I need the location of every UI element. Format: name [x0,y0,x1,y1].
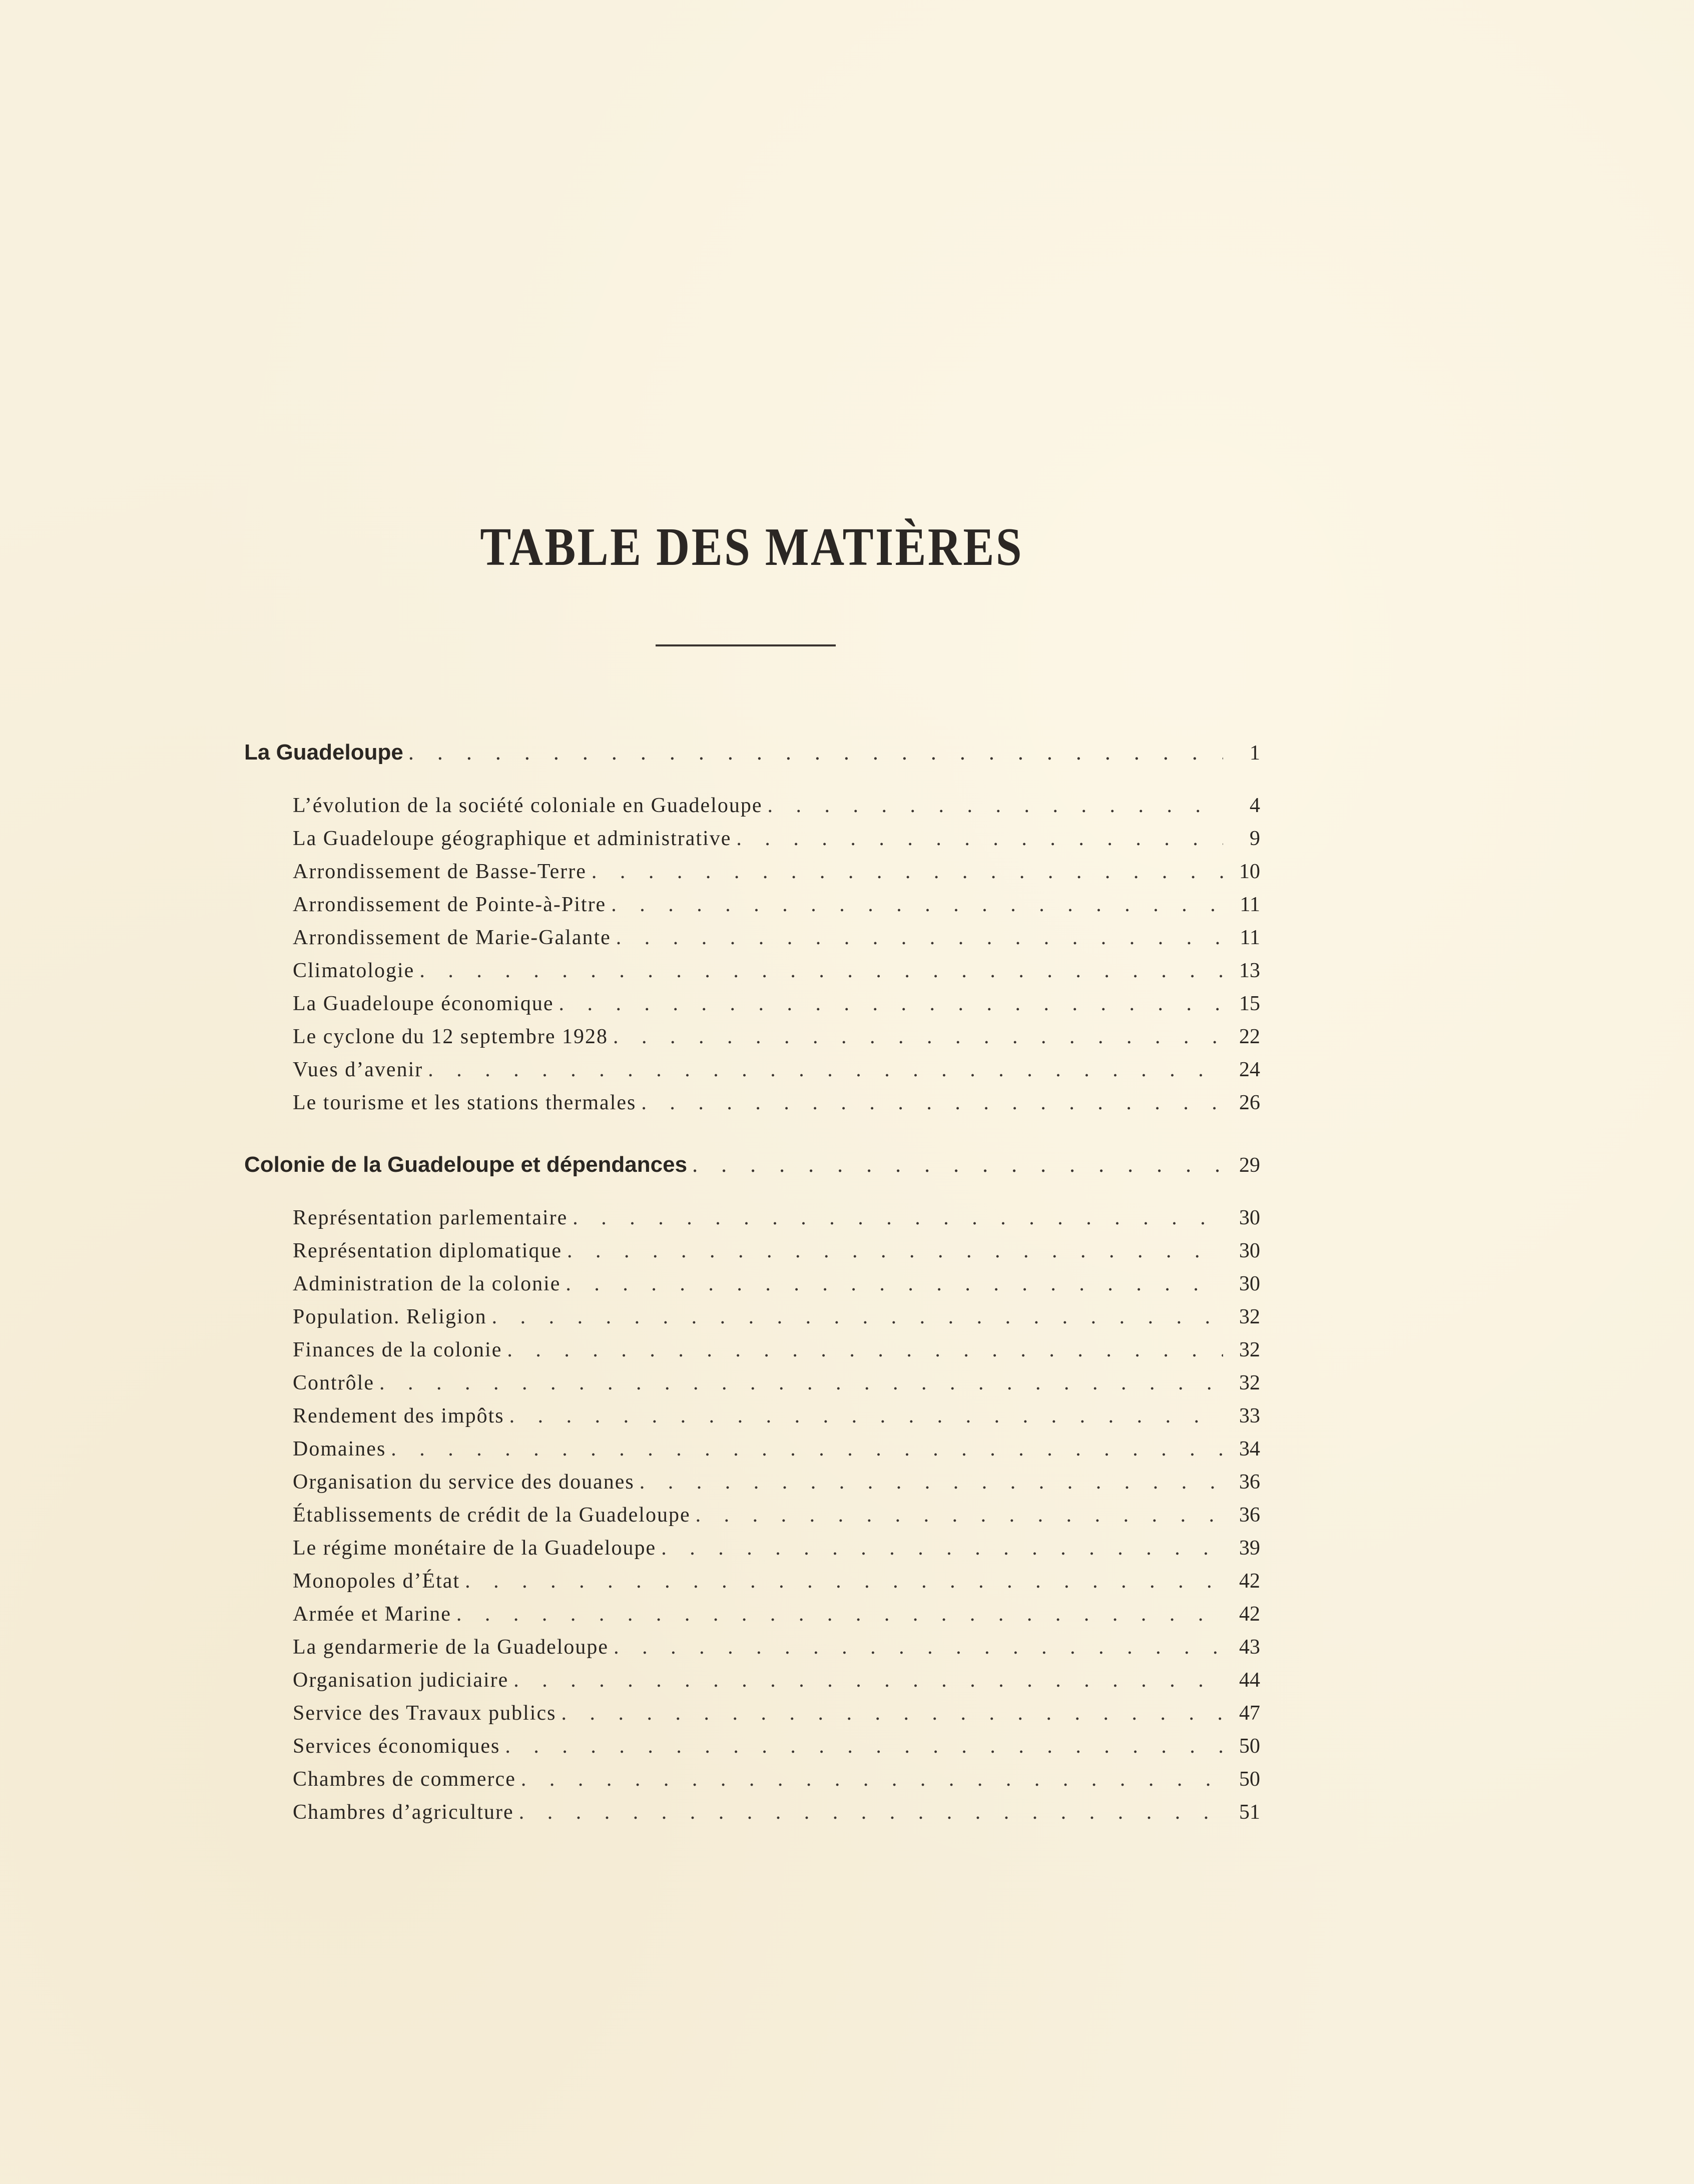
toc-entry-label: Contrôle [293,1371,374,1394]
toc-entry[interactable] [293,1767,1260,1791]
toc-entry-label: Le cyclone du 12 septembre 1928 [293,1025,608,1048]
dot-leader [456,1602,1223,1626]
toc-section-colonie[interactable] [244,1152,1260,1177]
dot-leader [507,1338,1223,1362]
toc-entry[interactable] [293,827,1260,851]
toc-entry-label: Administration de la colonie [293,1272,561,1295]
toc-entry-label: Service des Travaux publics [293,1702,556,1725]
toc-entry[interactable] [293,926,1260,950]
toc-page-number: 50 [1239,1735,1260,1758]
toc-entry-label: Chambres d’agriculture [293,1801,514,1824]
toc-entry-label: La Guadeloupe économique [293,992,554,1015]
toc-page-number: 29 [1239,1154,1260,1177]
toc-page-number: 32 [1239,1371,1260,1394]
toc-page-number: 30 [1239,1206,1260,1229]
toc-page-number: 34 [1239,1437,1260,1461]
toc-page-number: 30 [1239,1272,1260,1295]
toc-entry-label: Services économiques [293,1735,500,1758]
toc-entry[interactable] [293,1437,1260,1461]
toc-page-number: 47 [1239,1702,1260,1725]
toc-entry[interactable] [293,1091,1260,1115]
toc-entry-label: Armée et Marine [293,1603,451,1626]
toc-section-la-guadeloupe[interactable] [244,740,1260,765]
toc-entry-label: Finances de la colonie [293,1338,502,1361]
dot-leader [611,893,1223,917]
toc-page-number: 15 [1239,992,1260,1015]
toc-page-number: 36 [1239,1471,1260,1494]
dot-leader [408,740,1223,765]
toc-page-number: 42 [1239,1603,1260,1626]
dot-leader [736,827,1223,851]
toc-entry-label: Organisation du service des douanes [293,1471,635,1494]
toc-entry[interactable] [293,1668,1260,1692]
toc-page-number: 11 [1240,926,1260,949]
toc-page-number: 33 [1239,1404,1260,1427]
toc-page-number: 9 [1250,827,1260,850]
toc-page-number: 4 [1250,794,1260,817]
toc-entry-label: L’évolution de la société coloniale en Guadeloupe [293,794,763,817]
toc-page-number: 32 [1239,1305,1260,1328]
dot-leader [692,1152,1223,1177]
toc-page-number: 24 [1239,1058,1260,1081]
toc-page-number: 32 [1239,1338,1260,1361]
toc-entry[interactable] [293,1058,1260,1082]
dot-leader [566,1272,1223,1296]
dot-leader [391,1437,1223,1461]
toc-entry[interactable] [293,1800,1260,1824]
toc-entry[interactable] [293,1569,1260,1593]
toc-entry-label: Arrondissement de Basse-Terre [293,860,587,883]
dot-leader [561,1701,1223,1725]
dot-leader [567,1239,1223,1263]
dot-leader [521,1767,1223,1791]
toc-entry-label: Arrondissement de Marie-Galante [293,926,611,949]
toc-entry-label: Le régime monétaire de la Guadeloupe [293,1537,657,1560]
toc-page-number: 26 [1239,1091,1260,1114]
toc-entry[interactable] [293,1239,1260,1263]
toc-entry-label: La gendarmerie de la Guadeloupe [293,1636,609,1659]
toc-entry[interactable] [293,1734,1260,1758]
dot-leader [558,992,1223,1016]
toc-page-number: 42 [1239,1570,1260,1593]
toc-entry-label: Représentation diplomatique [293,1239,562,1262]
toc-page-number: 1 [1250,742,1260,765]
dot-leader [613,1025,1223,1049]
toc-entry-label: Vues d’avenir [293,1058,423,1081]
toc-entry-label: Établissements de crédit de la Guadeloupe [293,1504,691,1527]
dot-leader [768,794,1224,818]
toc-entry-label: Monopoles d’État [293,1570,460,1593]
toc-page-number: 22 [1239,1025,1260,1048]
toc-entry[interactable] [293,1503,1260,1527]
toc-entry[interactable] [293,1470,1260,1494]
toc-entry-label: Population. Religion [293,1305,487,1328]
toc-entry[interactable] [293,1701,1260,1725]
toc-entry-label: La Guadeloupe géographique et administrative [293,827,732,850]
toc-page-number: 36 [1239,1504,1260,1527]
dot-leader [513,1668,1223,1692]
toc-entry-label: Le tourisme et les stations thermales [293,1091,637,1114]
toc-entry[interactable] [293,1305,1260,1329]
dot-leader [465,1569,1223,1593]
toc-page-number: 39 [1239,1537,1260,1560]
dot-leader [509,1404,1223,1428]
toc-page-number: 11 [1240,893,1260,916]
toc-entry-label: Climatologie [293,959,415,982]
dot-leader [519,1800,1223,1824]
toc-entry[interactable] [293,959,1260,983]
dot-leader [419,959,1223,983]
toc-entry[interactable] [293,1371,1260,1395]
dot-leader [428,1058,1223,1082]
dot-leader [696,1503,1223,1527]
toc-page-number: 13 [1239,959,1260,982]
toc-entry[interactable] [293,1635,1260,1659]
toc-page-number: 44 [1239,1669,1260,1692]
toc-entry[interactable] [293,1272,1260,1296]
toc-entry-label: Rendement des impôts [293,1404,504,1427]
toc-page-number: 30 [1239,1239,1260,1262]
dot-leader [641,1091,1223,1115]
toc-entry[interactable] [293,893,1260,917]
dot-leader [614,1635,1223,1659]
toc-entry[interactable] [293,794,1260,818]
title-rule [656,644,836,646]
toc-section-label: Colonie de la Guadeloupe et dépendances [244,1152,688,1177]
toc-entry[interactable] [293,1025,1260,1049]
dot-leader [640,1470,1223,1494]
dot-leader [379,1371,1223,1395]
toc-entry-label: Représentation parlementaire [293,1206,568,1229]
toc-entry[interactable] [293,1602,1260,1626]
toc-entry[interactable] [293,860,1260,884]
dot-leader [505,1734,1223,1758]
toc-page-number: 43 [1239,1636,1260,1659]
dot-leader [492,1305,1223,1329]
toc-entry[interactable] [293,992,1260,1016]
toc-entry[interactable] [293,1536,1260,1560]
toc-entry-label: Domaines [293,1437,386,1461]
toc-entry[interactable] [293,1404,1260,1428]
dot-leader [573,1206,1223,1230]
toc-entry-label: Chambres de commerce [293,1768,516,1791]
toc-page-number: 10 [1239,860,1260,883]
dot-leader [616,926,1223,950]
toc-entry[interactable] [293,1206,1260,1230]
toc-entry-label: Arrondissement de Pointe-à-Pitre [293,893,607,916]
toc-section-label: La Guadeloupe [244,740,403,765]
toc-entry[interactable] [293,1338,1260,1362]
dot-leader [661,1536,1223,1560]
toc-entry-label: Organisation judiciaire [293,1669,509,1692]
page-title: TABLE DES MATIÈRES [480,517,1023,577]
toc-page-number: 51 [1239,1801,1260,1824]
dot-leader [592,860,1223,884]
toc-page-number: 50 [1239,1768,1260,1791]
